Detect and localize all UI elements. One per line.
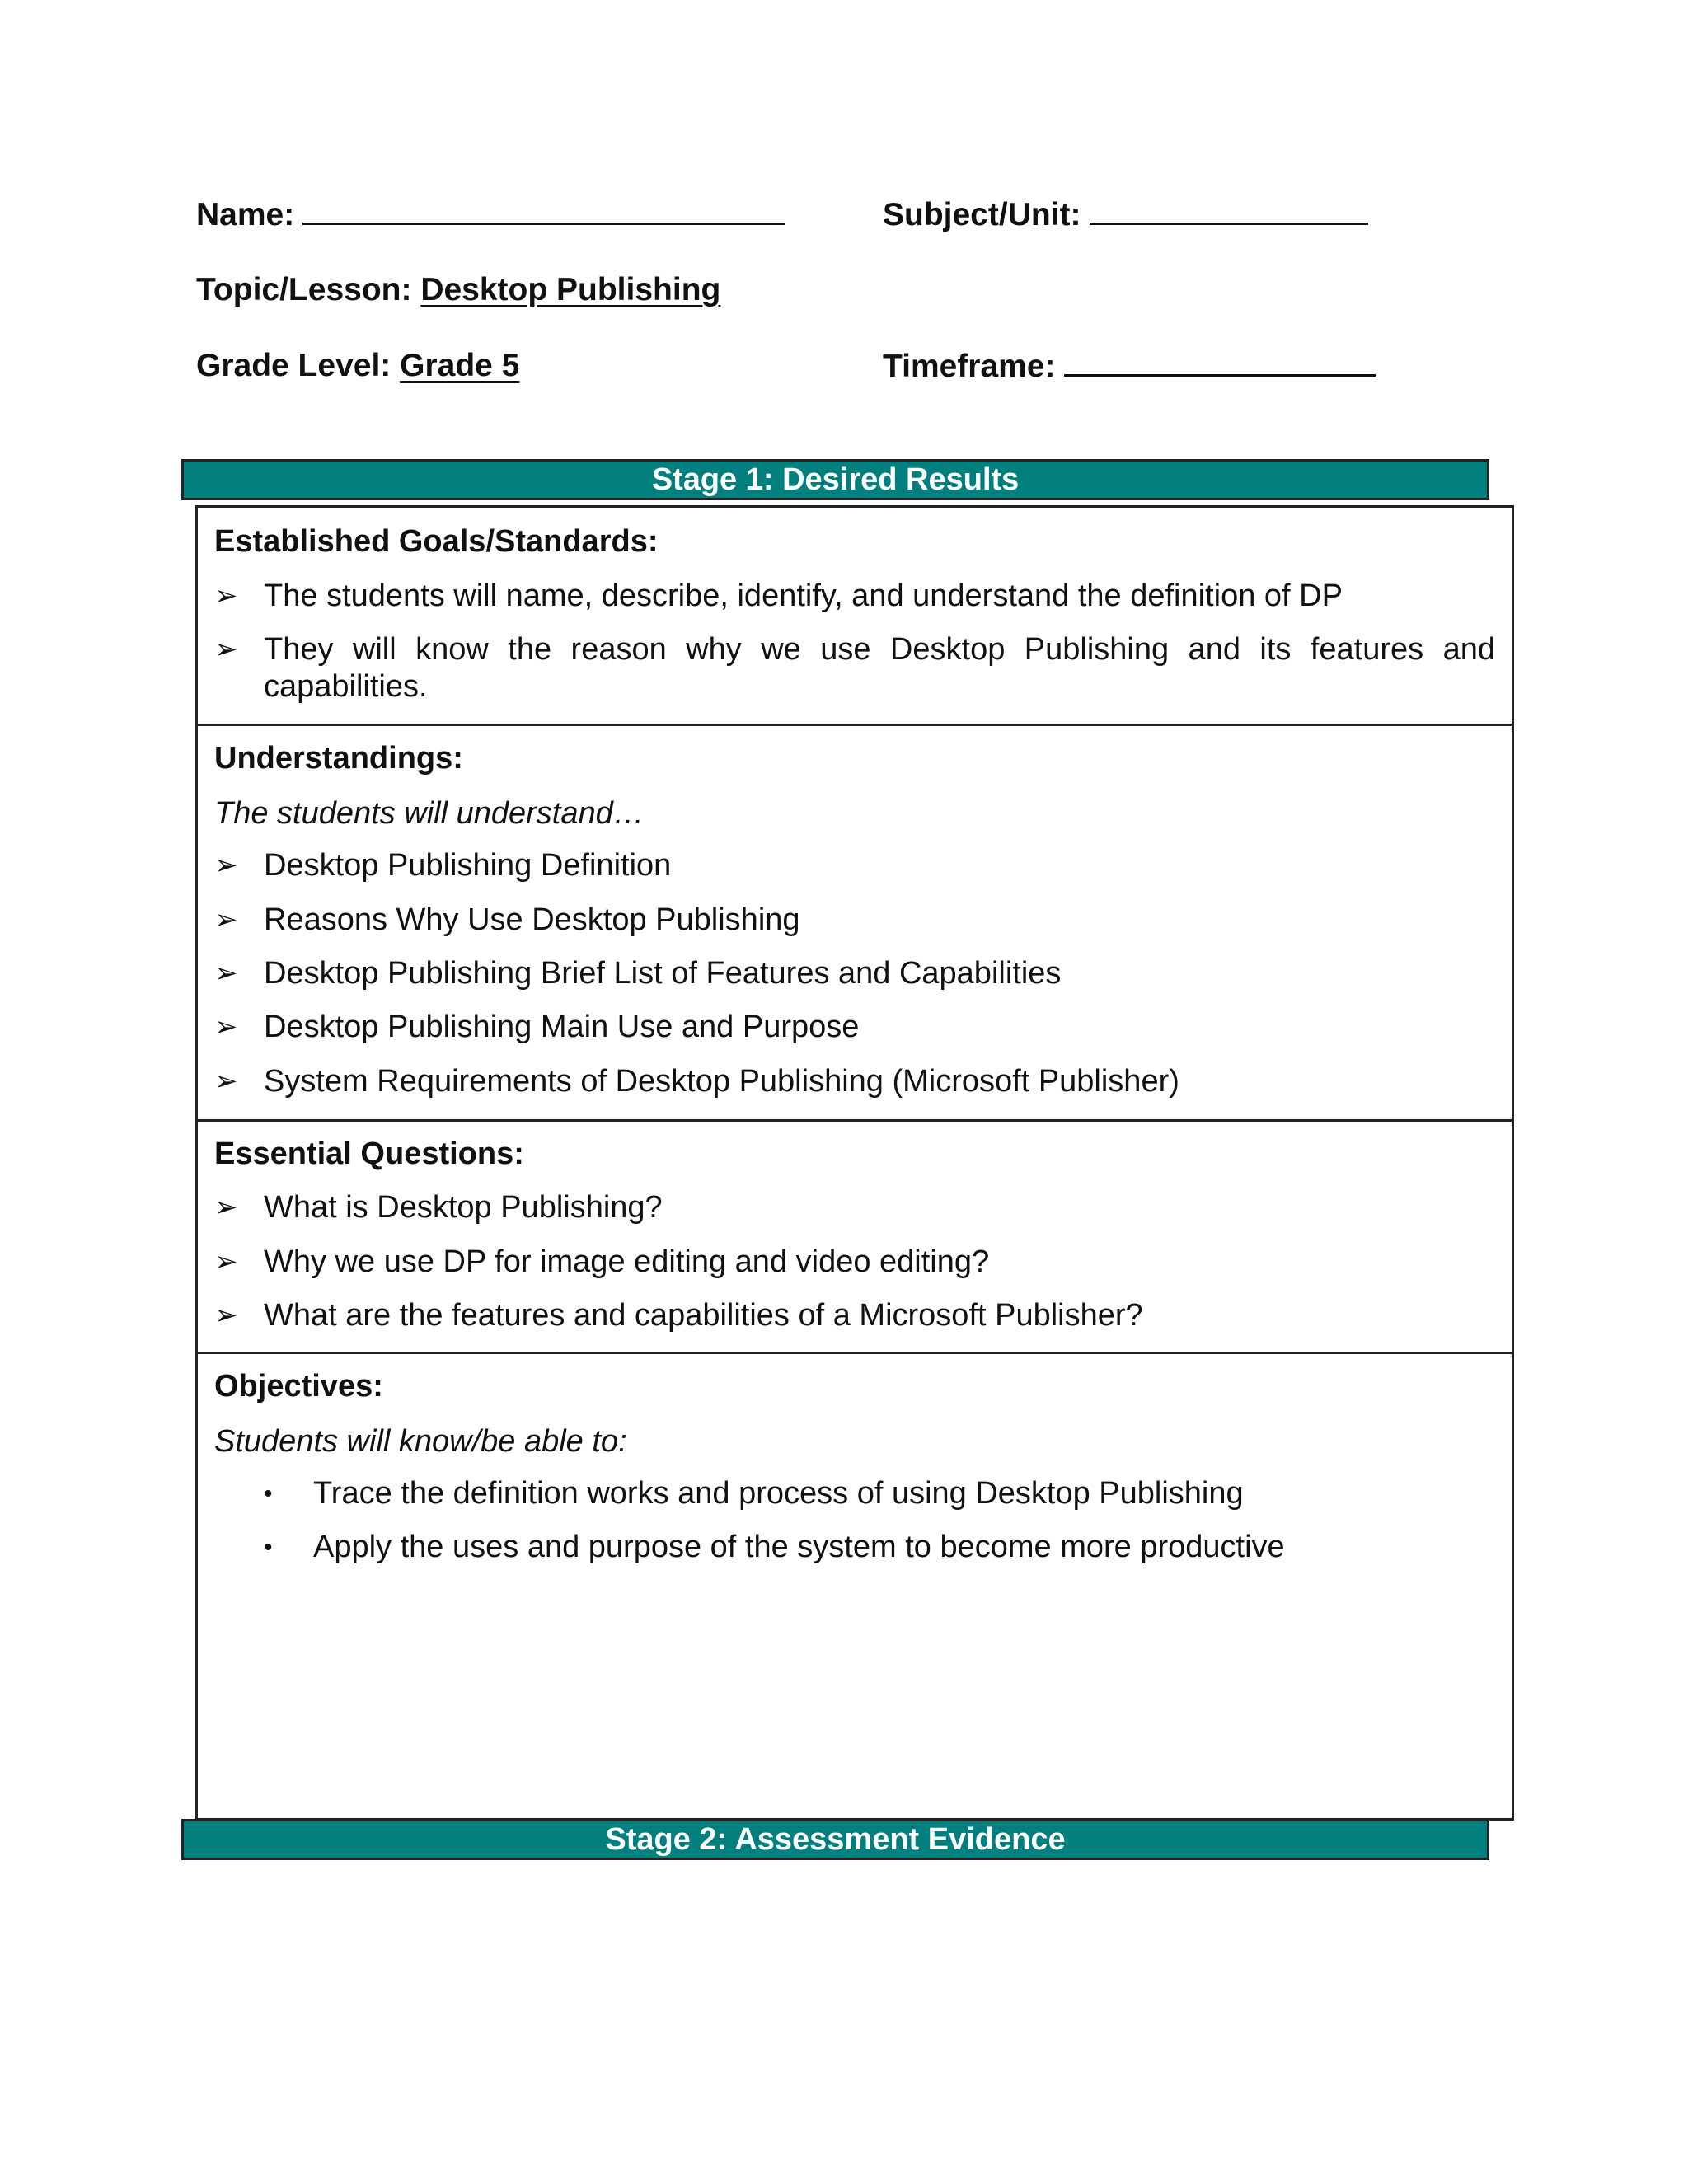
topic-label: Topic/Lesson: bbox=[196, 272, 412, 307]
dot-bullet-icon: • bbox=[264, 1480, 273, 1507]
timeframe-blank-line bbox=[1064, 349, 1376, 377]
timeframe-label: Timeframe: bbox=[883, 349, 1056, 384]
subject-label: Subject/Unit: bbox=[883, 197, 1081, 232]
arrow-bullet-icon: ➢ bbox=[214, 1066, 238, 1097]
understandings-title: Understandings: bbox=[214, 741, 463, 776]
questions-section bbox=[198, 1119, 1512, 1352]
timeframe-field bbox=[883, 349, 1376, 382]
stage1-header: Stage 1: Desired Results bbox=[181, 459, 1489, 500]
grade-value: Grade 5 bbox=[400, 348, 520, 383]
arrow-bullet-icon: ➢ bbox=[214, 1011, 238, 1043]
arrow-bullet-icon: ➢ bbox=[214, 634, 238, 665]
goals-title: Established Goals/Standards: bbox=[214, 524, 659, 559]
goals-section bbox=[198, 508, 1512, 724]
list-item: ➢ Why we use DP for image editing and video editing? bbox=[214, 1244, 990, 1279]
arrow-bullet-icon: ➢ bbox=[214, 580, 238, 612]
arrow-bullet-icon: ➢ bbox=[214, 958, 238, 989]
objectives-title: Objectives: bbox=[214, 1369, 383, 1404]
stage1-table bbox=[195, 505, 1514, 1821]
objectives-intro: Students will know/be able to: bbox=[214, 1424, 627, 1459]
arrow-bullet-icon: ➢ bbox=[214, 850, 238, 881]
subject-blank-line bbox=[1090, 198, 1368, 225]
list-item: ➢ Desktop Publishing Definition bbox=[214, 848, 672, 883]
grade-field bbox=[196, 349, 519, 382]
questions-title: Essential Questions: bbox=[214, 1137, 524, 1171]
grade-label: Grade Level: bbox=[196, 348, 392, 383]
list-item: ➢ What is Desktop Publishing? bbox=[214, 1190, 663, 1225]
objectives-section bbox=[198, 1352, 1512, 1818]
name-field bbox=[196, 198, 785, 231]
arrow-bullet-icon: ➢ bbox=[214, 1300, 238, 1331]
list-item: ➢ System Requirements of Desktop Publishing (Microsoft Publisher) bbox=[214, 1064, 1179, 1099]
subject-field bbox=[883, 198, 1368, 231]
list-item: ➢ Reasons Why Use Desktop Publishing bbox=[214, 902, 800, 937]
name-blank-line bbox=[302, 198, 785, 225]
arrow-bullet-icon: ➢ bbox=[214, 904, 238, 935]
list-item: ➢ What are the features and capabilities of a Microsoft Publisher? bbox=[214, 1298, 1143, 1333]
name-label: Name: bbox=[196, 197, 295, 232]
list-item: ➢ Desktop Publishing Main Use and Purpose bbox=[214, 1010, 860, 1044]
list-item: • Trace the definition works and process of using Desktop Publishing bbox=[264, 1476, 1244, 1511]
list-item: • Apply the uses and purpose of the system to become more productive bbox=[264, 1530, 1285, 1564]
understandings-intro: The students will understand… bbox=[214, 796, 645, 831]
list-item: ➢ The students will name, describe, identify, and understand the definition of DP bbox=[214, 579, 1343, 613]
list-item: ➢ They will know the reason why we use Desktop Publishing and its features and capabilities. bbox=[214, 632, 1495, 704]
list-item: ➢ Desktop Publishing Brief List of Features and Capabilities bbox=[214, 956, 1062, 991]
arrow-bullet-icon: ➢ bbox=[214, 1192, 238, 1223]
stage2-header: Stage 2: Assessment Evidence bbox=[181, 1819, 1489, 1860]
understandings-section bbox=[198, 724, 1512, 1119]
topic-field bbox=[196, 274, 720, 306]
dot-bullet-icon: • bbox=[264, 1534, 273, 1561]
arrow-bullet-icon: ➢ bbox=[214, 1246, 238, 1277]
topic-value: Desktop Publishing bbox=[420, 272, 721, 307]
